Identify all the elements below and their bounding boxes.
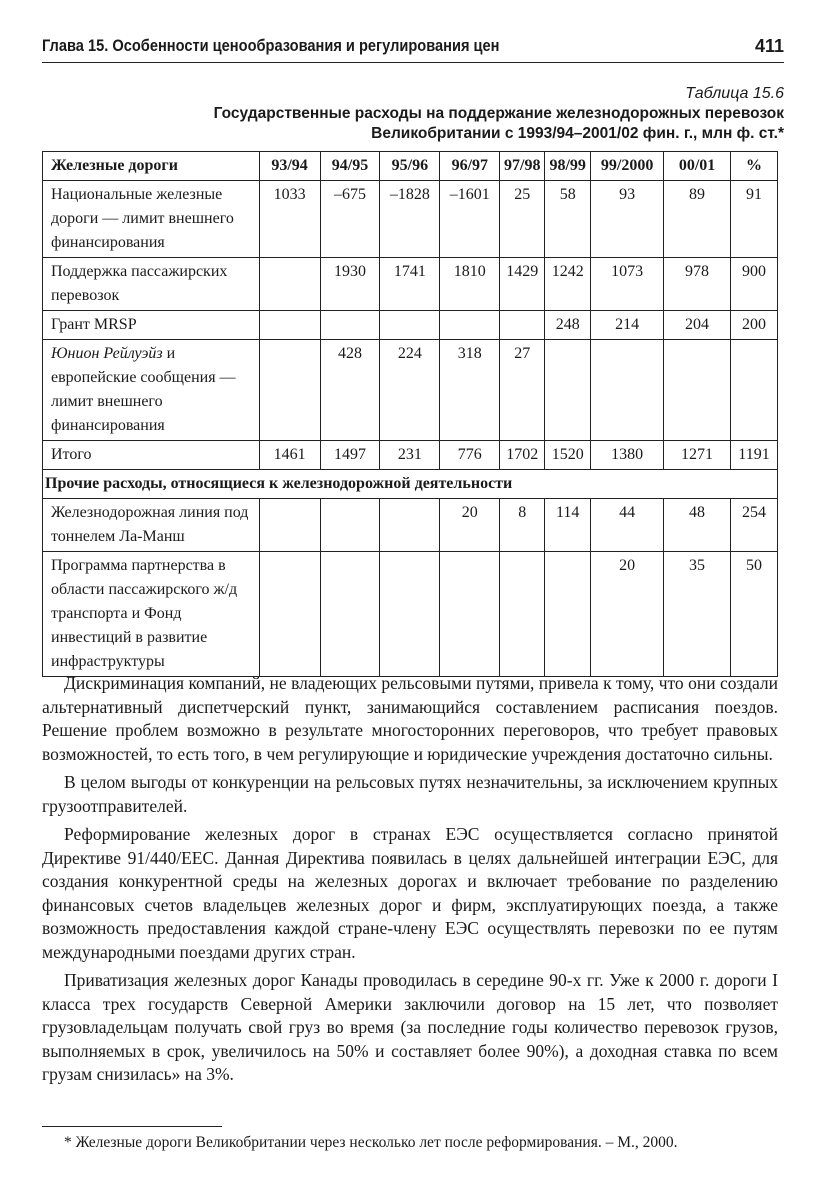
table-cell: 1429 [500, 258, 545, 311]
table-cell [259, 258, 320, 311]
table-cell: 35 [664, 552, 731, 677]
table-cell: 1033 [259, 181, 320, 258]
expenditure-table [42, 151, 778, 677]
table-cell: 89 [664, 181, 731, 258]
column-header: 95/96 [380, 152, 440, 181]
table-cell: 428 [320, 340, 380, 441]
table-cell [380, 311, 440, 340]
table-cell [380, 552, 440, 677]
page-number: 411 [754, 36, 784, 56]
table-cell: 214 [591, 311, 664, 340]
running-header [42, 32, 784, 63]
table-cell: 8 [500, 499, 545, 552]
table-row [43, 258, 778, 311]
table-cell: 91 [730, 181, 777, 258]
table-cell: 1461 [259, 441, 320, 470]
table-row [43, 552, 778, 677]
table-cell: –675 [320, 181, 380, 258]
table-cell: 900 [730, 258, 777, 311]
row-label: Грант MRSP [43, 311, 260, 340]
section-header-row [43, 470, 778, 499]
table-header-row [43, 152, 778, 181]
table-cell: 20 [591, 552, 664, 677]
table-cell: 20 [440, 499, 500, 552]
row-label: Программа партнерства в области пассажирского ж/д транспорта и Фонд инвестиций в развитие инфраструктуры [43, 552, 260, 677]
table-row [43, 311, 778, 340]
table-cell [500, 552, 545, 677]
table-label: Таблица 15.6 [685, 85, 784, 102]
row-label: Итого [43, 441, 260, 470]
table-cell: 1702 [500, 441, 545, 470]
column-header: 96/97 [440, 152, 500, 181]
table-cell: 1497 [320, 441, 380, 470]
paragraph: В целом выгоды от конкуренции на рельсовых путях незначительны, за исключением крупных грузоотправителей. [42, 772, 778, 816]
table-cell [500, 311, 545, 340]
table-cell: 93 [591, 181, 664, 258]
column-header: Железные дороги [43, 152, 260, 181]
table-cell: –1601 [440, 181, 500, 258]
table-row [43, 499, 778, 552]
table-cell [320, 311, 380, 340]
table-cell: 231 [380, 441, 440, 470]
table-cell [320, 499, 380, 552]
table-cell [259, 311, 320, 340]
table-cell: 978 [664, 258, 731, 311]
footnote: * Железные дороги Великобритании через несколько лет после реформирования. – М., 2000. [64, 1134, 678, 1151]
table-cell: 1741 [380, 258, 440, 311]
table-cell [320, 552, 380, 677]
column-header: 99/2000 [591, 152, 664, 181]
row-label: Железнодорожная линия под тоннелем Ла-Манш [43, 499, 260, 552]
table-cell: 204 [664, 311, 731, 340]
table-cell [591, 340, 664, 441]
table-cell [440, 552, 500, 677]
table-cell [380, 499, 440, 552]
table-cell: 44 [591, 499, 664, 552]
column-header: 94/95 [320, 152, 380, 181]
paragraph: Дискриминация компаний, не владеющих рельсовыми путями, привела к тому, что они создали альтернативный диспетчерский пункт, занимающийся составлением расписания поездов. Решение проблем возможно в результате многосторонних переговоров, что требует правовых возможностей, то есть того, в чем регулирующие и юридические учреждения достаточно сильны. [42, 673, 778, 764]
row-label-rest: и европейские сообщения — лимит внешнего финансирования [51, 345, 236, 434]
table-cell: 27 [500, 340, 545, 441]
table-cell: 1191 [730, 441, 777, 470]
table-row [43, 340, 778, 441]
table-cell [730, 340, 777, 441]
paragraph: Реформирование железных дорог в странах ЕЭС осуществляется согласно принятой Директиве 91/440/ЕЕС. Данная Директива появилась в целях дальнейшей интеграции ЕЭС, для создания конкурентной среды на железных дорогах и включает требование по разделению финансовых счетов владельцев железных дорог и фирм, эксплуатирующих поезда, а также возможность предоставления каждой стране-члену ЕЭС осуществлять перевозки по ее путям международными поездами других стран. [42, 824, 778, 962]
table-cell: 318 [440, 340, 500, 441]
table-cell: 1242 [545, 258, 591, 311]
table-cell [440, 311, 500, 340]
row-label: Национальные железные дороги — лимит внешнего финансирования [43, 181, 260, 258]
table-cell: 58 [545, 181, 591, 258]
table-cell: 1073 [591, 258, 664, 311]
column-header: 93/94 [259, 152, 320, 181]
table-cell: 248 [545, 311, 591, 340]
table-cell: 50 [730, 552, 777, 677]
chapter-title: Глава 15. Особенности ценообразования и регулирования цен [42, 36, 500, 55]
table-row [43, 181, 778, 258]
table-title-line-2: Великобритании с 1993/94–2001/02 фин. г., млн ф. ст.* [371, 125, 784, 142]
table-cell: 200 [730, 311, 777, 340]
table-cell [545, 340, 591, 441]
table-cell: 1271 [664, 441, 731, 470]
footnote-rule [42, 1126, 222, 1127]
row-label: Поддержка пассажирских перевозок [43, 258, 260, 311]
body-text [42, 672, 778, 1092]
row-label-italic: Юнион Рейлуэйз [51, 345, 163, 362]
column-header: 00/01 [664, 152, 731, 181]
table-row-total [43, 441, 778, 470]
column-header: % [730, 152, 777, 181]
table-cell: 776 [440, 441, 500, 470]
table-cell: 25 [500, 181, 545, 258]
table-cell: 1810 [440, 258, 500, 311]
table-cell [545, 552, 591, 677]
table-cell: 1520 [545, 441, 591, 470]
column-header: 98/99 [545, 152, 591, 181]
paragraph: Приватизация железных дорог Канады проводилась в середине 90-х гг. Уже к 2000 г. дороги I класса трех государств Северной Америки заключили договор на 15 лет, что позволяет грузовладельцам получать свой груз во время (за последние годы количество перевозок грузов, выполняемых в срок, увеличилось на 50% и составляет более 90%), а доходная ставка по всем грузам снизилась» на 3%. [42, 970, 778, 1084]
table-cell: 48 [664, 499, 731, 552]
section-header: Прочие расходы, относящиеся к железнодорожной деятельности [43, 470, 778, 499]
table-cell: 224 [380, 340, 440, 441]
row-label [43, 340, 260, 441]
table-cell: 1380 [591, 441, 664, 470]
table-cell: 1930 [320, 258, 380, 311]
table-cell: 254 [730, 499, 777, 552]
table-cell [664, 340, 731, 441]
table-cell [259, 499, 320, 552]
table-caption [42, 84, 784, 144]
table-cell [259, 552, 320, 677]
table-title-line-1: Государственные расходы на поддержание железнодорожных перевозок [213, 105, 784, 122]
table-cell: 114 [545, 499, 591, 552]
table-cell: –1828 [380, 181, 440, 258]
column-header: 97/98 [500, 152, 545, 181]
table-cell [259, 340, 320, 441]
